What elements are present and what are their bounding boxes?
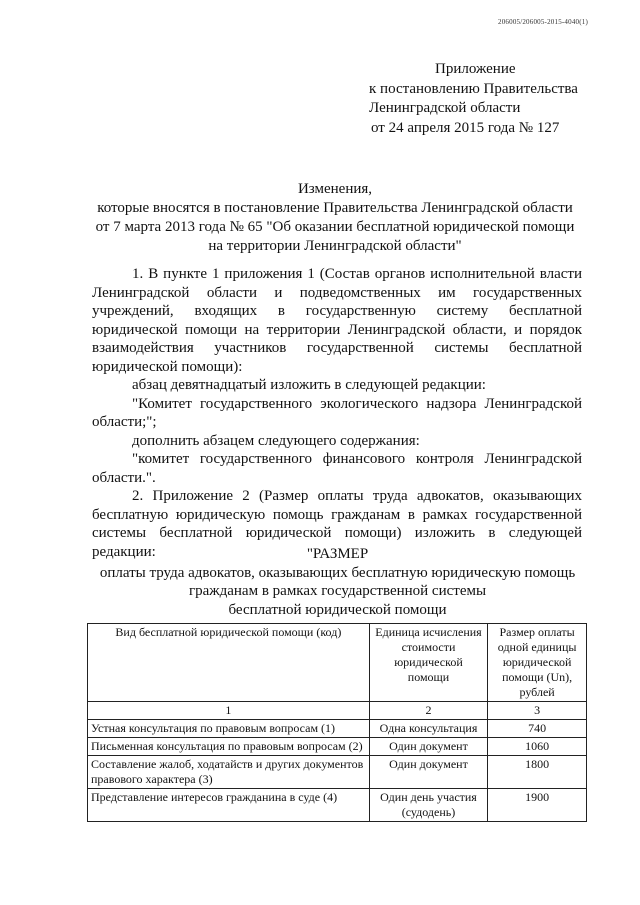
row-unit: Один документ: [369, 756, 488, 789]
size-heading-line-3: бесплатной юридической помощи: [228, 601, 447, 618]
row-unit: Одна консультация: [369, 720, 488, 738]
row-type: Составление жалоб, ходатайств и других документов правового характера (3): [88, 756, 370, 789]
paragraph-2: абзац девятнадцатый изложить в следующей редакции:: [132, 377, 486, 393]
header-unit: Единица исчисления стоимости юридической помощи: [369, 624, 488, 702]
appendix-line-2: Ленинградской области: [369, 100, 521, 116]
body-text: [92, 265, 582, 561]
header-amount: Размер оплаты одной единицы юридической помощи (Un), рублей: [488, 624, 587, 702]
header-type: Вид бесплатной юридической помощи (код): [88, 624, 370, 702]
size-heading-line-1: оплаты труда адвокатов, оказывающих бесплатную юридическую помощь: [99, 564, 576, 581]
paragraph-3: "Комитет государственного экологического надзора Ленинградской области;";: [92, 395, 582, 430]
heading-line-1: которые вносятся в постановление Правительства Ленинградской области: [97, 200, 573, 216]
table-header-row: [88, 624, 587, 702]
table-row: [88, 738, 587, 756]
paragraph-1: 1. В пункте 1 приложения 1 (Состав органов исполнительной власти Ленинградской области и подведомственных им государственных учреждений, входящих в государственную систему бесплатной юридической помощи на территории Ленинградской области, и порядок взаимодействия участников государственной системы бесплатной юридической помощи):: [92, 266, 582, 375]
appendix-header: [365, 60, 595, 138]
row-type: Представление интересов гражданина в суде (4): [88, 789, 370, 822]
table-number-row: [88, 702, 587, 720]
col-number-2: 2: [369, 702, 488, 720]
size-heading-line-2: гражданам в рамках государственной системы: [188, 583, 487, 599]
appendix-title: Приложение: [435, 61, 516, 77]
heading-line-2: от 7 марта 2013 года № 65 "Об оказании бесплатной юридической помощи: [95, 219, 575, 235]
heading-line-3: на территории Ленинградской области": [208, 238, 462, 254]
paragraph-6: 2. Приложение 2 (Размер оплаты труда адвокатов, оказывающих бесплатную юридическую помощь гражданам в рамках государственной системы бесплатной юридической помощи) изложить в следующей редакции:: [92, 488, 582, 560]
row-type: Письменная консультация по правовым вопросам (2): [88, 738, 370, 756]
table-row: [88, 789, 587, 822]
col-number-3: 3: [488, 702, 587, 720]
rates-table: [87, 623, 587, 822]
appendix-line-1: к постановлению Правительства: [369, 80, 578, 97]
size-heading: [90, 545, 585, 619]
col-number-1: 1: [88, 702, 370, 720]
row-amount: 740: [488, 720, 587, 738]
changes-heading: [85, 180, 585, 256]
size-heading-title: "РАЗМЕР: [306, 546, 369, 562]
paragraph-5: "комитет государственного финансового контроля Ленинградской области.".: [92, 451, 582, 486]
paragraph-4: дополнить абзацем следующего содержания:: [132, 432, 420, 449]
row-amount: 1060: [488, 738, 587, 756]
appendix-line-3: от 24 апреля 2015 года № 127: [371, 119, 560, 136]
row-amount: 1900: [488, 789, 587, 822]
row-type: Устная консультация по правовым вопросам (1): [88, 720, 370, 738]
document-code: 206005/206005-2015-4040(1): [498, 18, 588, 26]
row-amount: 1800: [488, 756, 587, 789]
row-unit: Один документ: [369, 738, 488, 756]
table-row: [88, 756, 587, 789]
row-unit: Один день участия (судодень): [369, 789, 488, 822]
table-row: [88, 720, 587, 738]
heading-title: Изменения,: [297, 181, 373, 197]
